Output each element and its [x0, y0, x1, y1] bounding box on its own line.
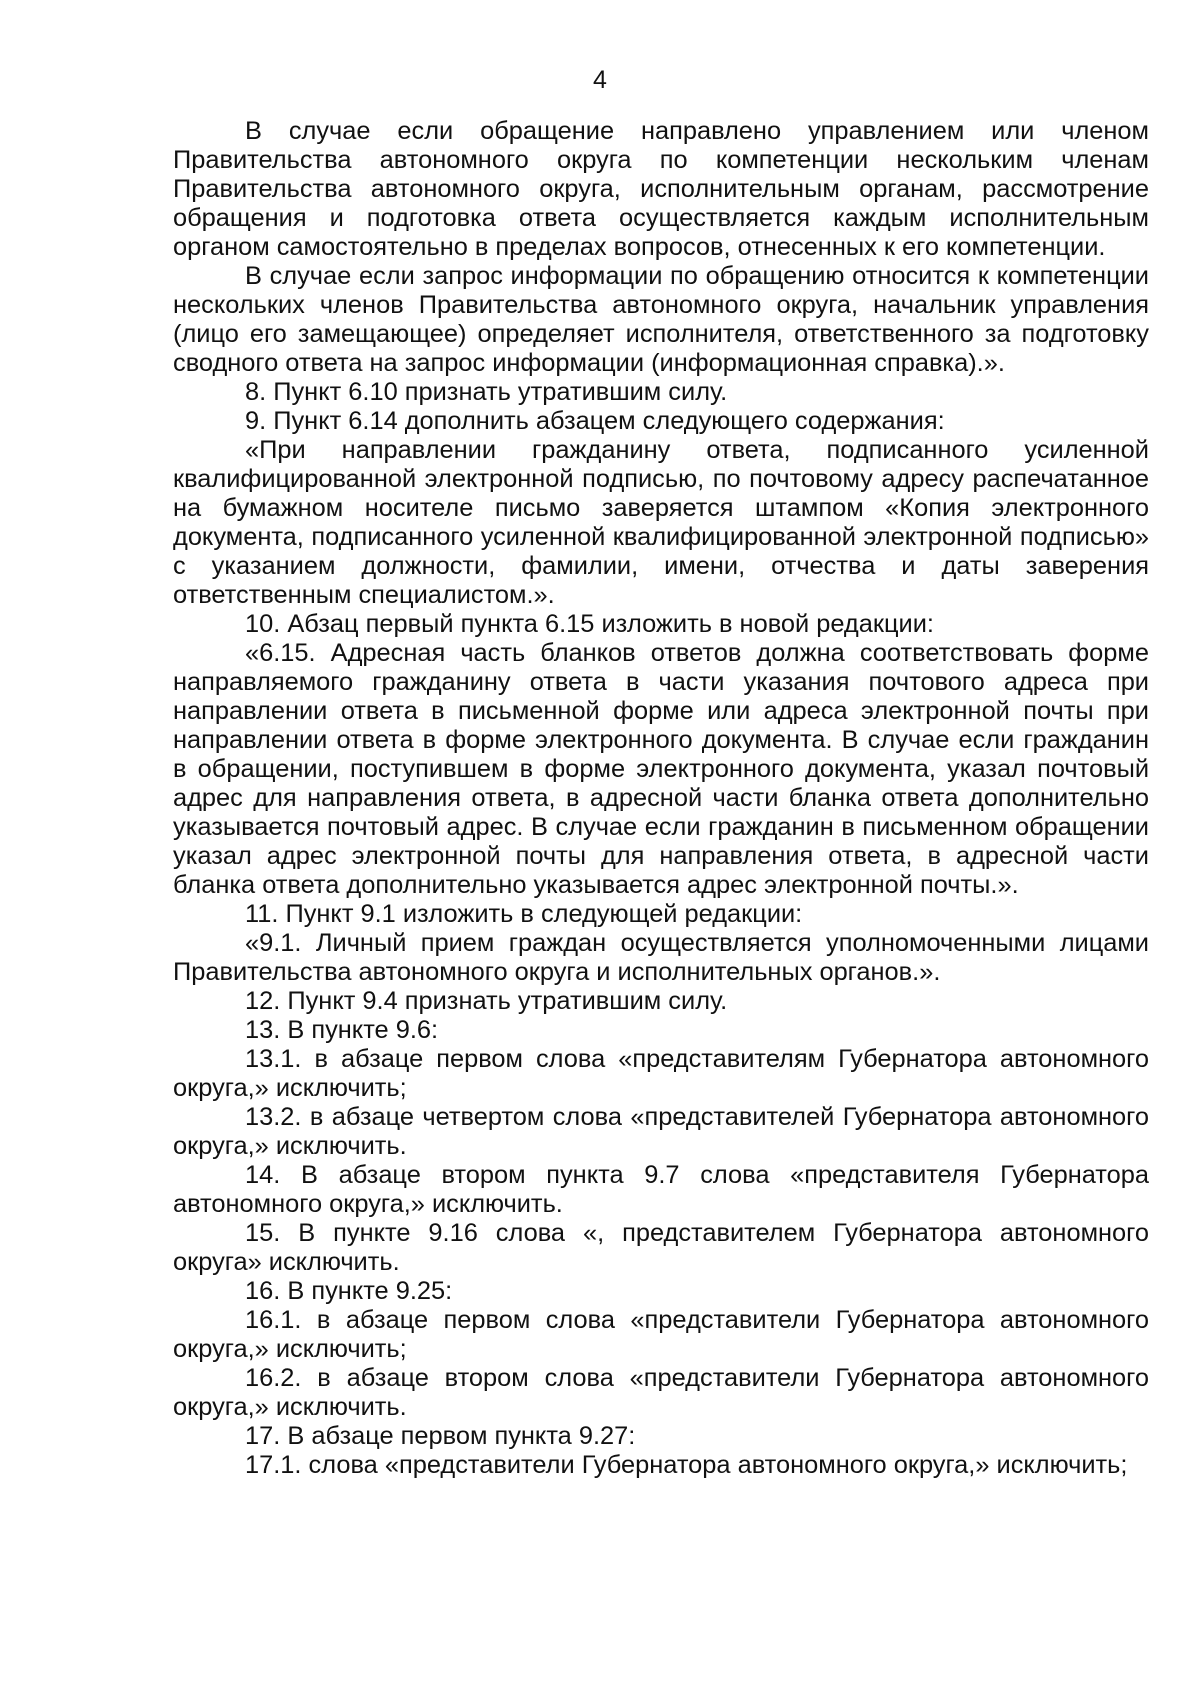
paragraph: 11. Пункт 9.1 изложить в следующей редакции:: [245, 900, 803, 928]
paragraph: 10. Абзац первый пункта 6.15 изложить в новой редакции:: [245, 610, 934, 638]
paragraph: 13. В пункте 9.6:: [245, 1016, 439, 1044]
paragraph: 8. Пункт 6.10 признать утратившим силу.: [245, 378, 728, 406]
paragraph: «9.1. Личный прием граждан осуществляется уполномоченными лицами Правительства автономного округа и исполнительных органов.».: [173, 929, 1149, 986]
paragraph: 9. Пункт 6.14 дополнить абзацем следующего содержания:: [245, 407, 945, 435]
paragraph: 13.2. в абзаце четвертом слова «представителей Губернатора автономного округа,» исключить.: [173, 1103, 1149, 1160]
paragraph: 16. В пункте 9.25:: [245, 1277, 453, 1305]
paragraph: В случае если обращение направлено управлением или членом Правительства автономного округа по компетенции нескольким членам Правительства автономного округа, исполнительным органам, рассмотрение обращения и подготовка ответа осуществляется каждым исполнительным органом самостоятельно в пределах вопросов, отнесенных к его компетенции.: [173, 117, 1149, 261]
document-body: [173, 117, 1149, 1480]
paragraph: 12. Пункт 9.4 признать утратившим силу.: [245, 987, 728, 1015]
paragraph: 14. В абзаце втором пункта 9.7 слова «представителя Губернатора автономного округа,» исключить.: [173, 1161, 1149, 1218]
paragraph: 17. В абзаце первом пункта 9.27:: [245, 1422, 636, 1450]
paragraph: «При направлении гражданину ответа, подписанного усиленной квалифицированной электронной подписью, по почтовому адресу распечатанное на бумажном носителе письмо заверяется штампом «Копия электронного документа, подписанного усиленной квалифицированной электронной подписью» с указанием должности, фамилии, имени, отчества и даты заверения ответственным специалистом.».: [173, 436, 1149, 609]
paragraph: 16.1. в абзаце первом слова «представители Губернатора автономного округа,» исключить;: [173, 1306, 1149, 1363]
paragraph: В случае если запрос информации по обращению относится к компетенции нескольких членов Правительства автономного округа, начальник управления (лицо его замещающее) определяет исполнителя, ответственного за подготовку сводного ответа на запрос информации (информационная справка).».: [173, 262, 1149, 377]
paragraph: 16.2. в абзаце втором слова «представители Губернатора автономного округа,» исключить.: [173, 1364, 1149, 1421]
page-number: 4: [593, 66, 607, 94]
paragraph: 17.1. слова «представители Губернатора автономного округа,» исключить;: [245, 1451, 1128, 1479]
paragraph: 15. В пункте 9.16 слова «, представителем Губернатора автономного округа» исключить.: [173, 1219, 1149, 1276]
paragraph: 13.1. в абзаце первом слова «представителям Губернатора автономного округа,» исключить;: [173, 1045, 1149, 1102]
paragraph: «6.15. Адресная часть бланков ответов должна соответствовать форме направляемого гражданину ответа в части указания почтового адреса при направлении ответа в письменной форме или адреса электронной почты при направлении ответа в форме электронного документа. В случае если гражданин в обращении, поступившем в форме электронного документа, указал почтовый адрес для направления ответа, в адресной части бланка ответа дополнительно указывается почтовый адрес. В случае если гражданин в письменном обращении указал адрес электронной почты для направления ответа, в адресной части бланка ответа дополнительно указывается адрес электронной почты.».: [173, 639, 1149, 899]
